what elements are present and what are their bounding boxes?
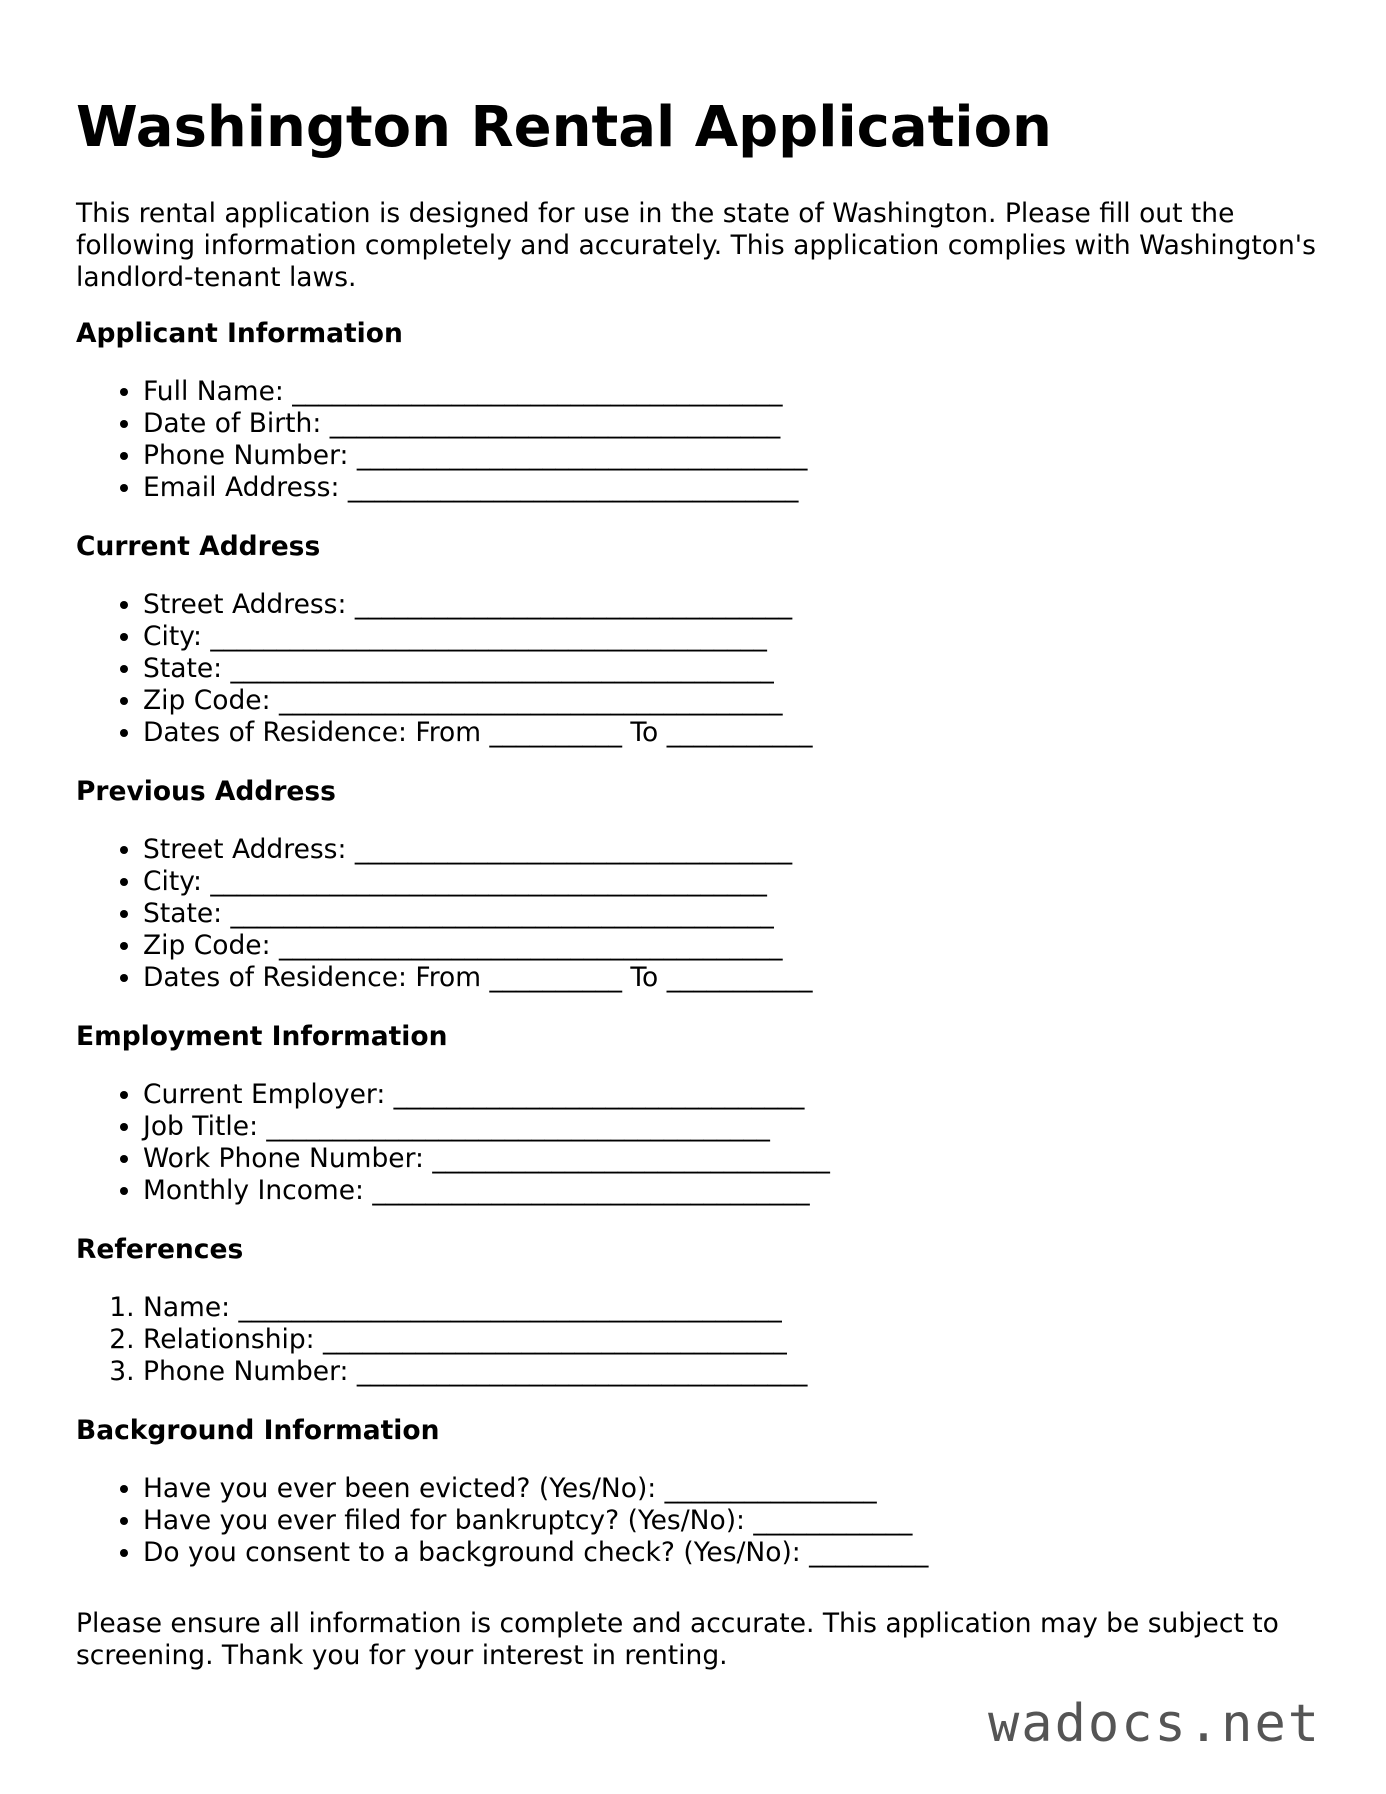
city-field: • City: __________________________________________ [143,866,1316,898]
references-section [76,1234,1316,1388]
evicted-question-field: • Have you ever been evicted? (Yes/No): ________________ [143,1473,1316,1505]
section-heading: Applicant Information [76,318,403,349]
section-heading: References [76,1234,244,1265]
reference-relationship-field: 2. Relationship: ___________________________________ [143,1324,1316,1356]
applicant-fields-list [76,376,1316,504]
zip-code-field: • Zip Code: ______________________________________ [143,930,1316,962]
phone-number-field: • Phone Number: __________________________________ [143,440,1316,472]
section-heading: Current Address [76,531,321,562]
previous-address-fields-list [76,834,1316,994]
intro-paragraph: This rental application is designed for use in the state of Washington. Please fill out the following information completely and accurately. This application complies with Washington's landlord-tenant laws. [76,198,1316,293]
job-title-field: • Job Title: ______________________________________ [143,1111,1316,1143]
references-fields-list [76,1292,1316,1388]
watermark-text: wadocs.net [988,1694,1322,1754]
employment-fields-list [76,1079,1316,1207]
monthly-income-field: • Monthly Income: _________________________________ [143,1175,1316,1207]
reference-name-field: 1. Name: _________________________________________ [143,1292,1316,1324]
background-fields-list [76,1473,1316,1569]
dates-of-residence-field: • Dates of Residence: From __________ To ___________ [143,962,1316,994]
previous-address-section [76,776,1316,994]
date-of-birth-field: • Date of Birth: __________________________________ [143,408,1316,440]
current-address-fields-list [76,589,1316,749]
dates-of-residence-field: • Dates of Residence: From __________ To ___________ [143,717,1316,749]
background-check-consent-field: • Do you consent to a background check? (Yes/No): _________ [143,1537,1316,1569]
applicant-information-section [76,318,1316,504]
zip-code-field: • Zip Code: ______________________________________ [143,685,1316,717]
city-field: • City: __________________________________________ [143,621,1316,653]
current-address-section [76,531,1316,749]
section-heading: Background Information [76,1415,440,1446]
employment-information-section [76,1021,1316,1207]
current-employer-field: • Current Employer: _______________________________ [143,1079,1316,1111]
closing-paragraph: Please ensure all information is complete and accurate. This application may be subject to screening. Thank you for your interest in renting. [76,1608,1279,1671]
state-field: • State: _________________________________________ [143,898,1316,930]
background-information-section [76,1415,1316,1569]
reference-phone-field: 3. Phone Number: __________________________________ [143,1356,1316,1388]
street-address-field: • Street Address: _________________________________ [143,589,1316,621]
section-heading: Previous Address [76,776,336,807]
bankruptcy-question-field: • Have you ever filed for bankruptcy? (Yes/No): ____________ [143,1505,1316,1537]
email-address-field: • Email Address: __________________________________ [143,472,1316,504]
document-title: Washington Rental Application [76,95,1052,160]
full-name-field: • Full Name: _____________________________________ [143,376,1316,408]
section-heading: Employment Information [76,1021,448,1052]
state-field: • State: _________________________________________ [143,653,1316,685]
work-phone-field: • Work Phone Number: ______________________________ [143,1143,1316,1175]
street-address-field: • Street Address: _________________________________ [143,834,1316,866]
